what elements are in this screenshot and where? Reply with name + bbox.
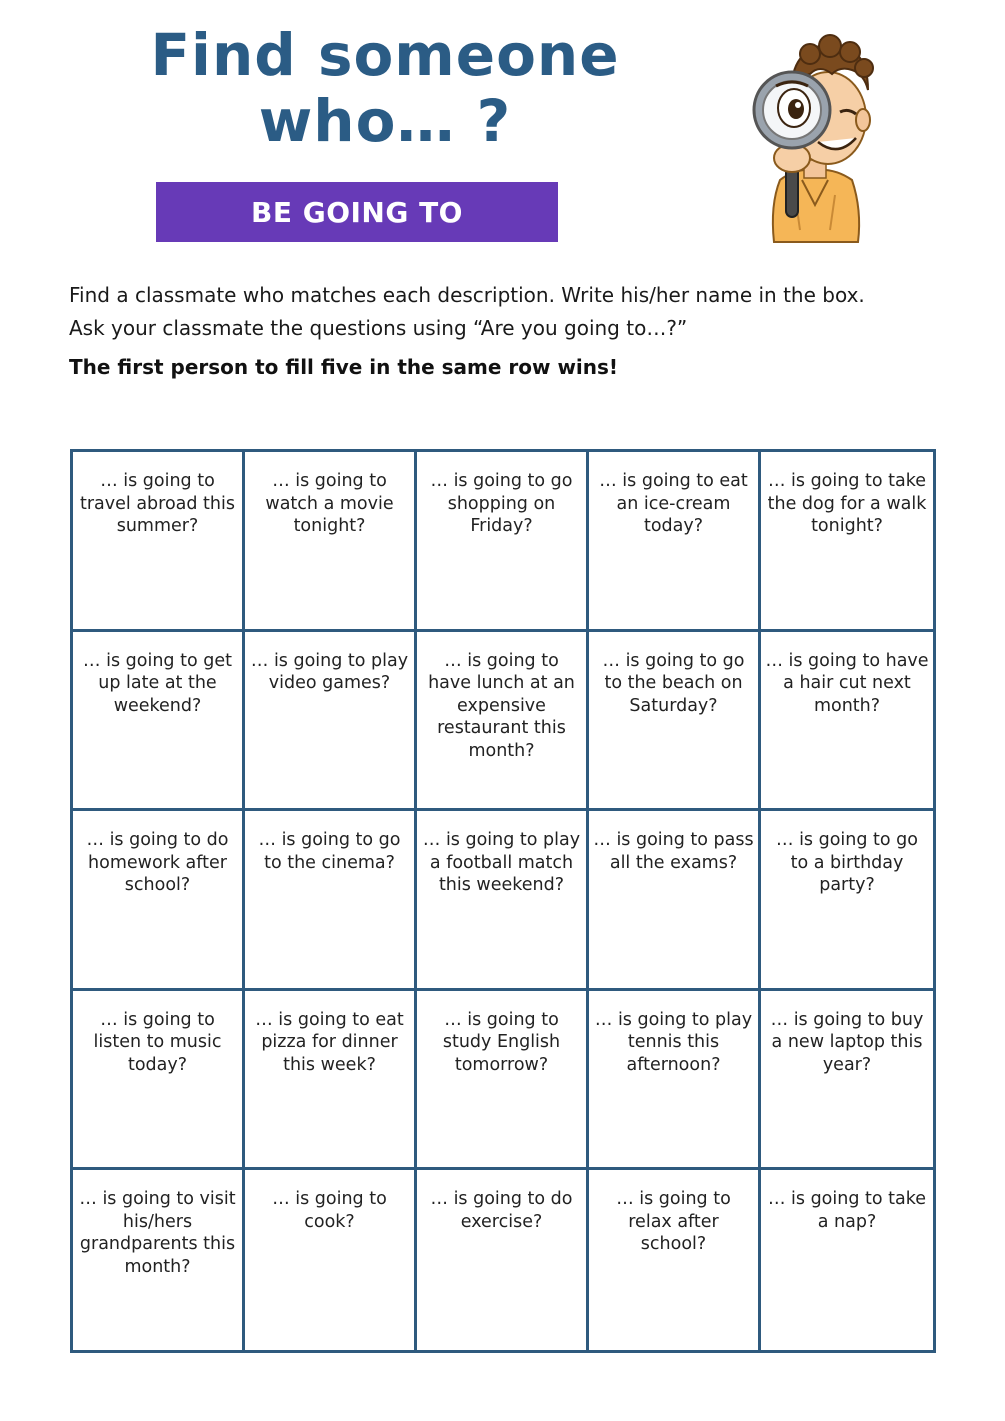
- grid-cell[interactable]: … is going to eat an ice-cream today?: [589, 452, 761, 632]
- grid-cell[interactable]: … is going to go to the cinema?: [245, 811, 417, 991]
- grid-cell[interactable]: … is going to relax after school?: [589, 1170, 761, 1350]
- grid-cell[interactable]: … is going to do exercise?: [417, 1170, 589, 1350]
- instruction-line-1: Find a classmate who matches each description. Write his/her name in the box.: [69, 283, 865, 307]
- grid-cell[interactable]: … is going to watch a movie tonight?: [245, 452, 417, 632]
- grid-cell[interactable]: … is going to take a nap?: [767, 1189, 927, 1232]
- bingo-grid: [70, 449, 936, 1353]
- detective-boy-magnifying-glass-icon: [740, 30, 880, 245]
- grid-cell[interactable]: … is going to go to the beach on Saturday?: [589, 632, 761, 812]
- page-title: [150, 22, 620, 154]
- winning-rule: The first person to fill five in the same row wins!: [69, 355, 619, 379]
- subtitle-text: BE GOING TO: [251, 195, 463, 229]
- grid-cell[interactable]: … is going to go shopping on Friday?: [417, 452, 589, 632]
- grid-cell[interactable]: … is going to play a football match this weekend?: [417, 811, 589, 991]
- grid-cell[interactable]: … is going to eat pizza for dinner this week?: [245, 991, 417, 1171]
- subtitle-banner: [156, 182, 558, 242]
- grid-cell[interactable]: … is going to study English tomorrow?: [417, 991, 589, 1171]
- grid-cell[interactable]: … is going to play tennis this afternoon?: [589, 991, 761, 1171]
- grid-cell[interactable]: … is going to pass all the exams?: [589, 811, 761, 991]
- grid-cell[interactable]: … is going to buy a new laptop this year?: [761, 991, 933, 1171]
- instructions: [69, 279, 949, 345]
- instruction-line-2: Ask your classmate the questions using “Are you going to…?”: [69, 316, 688, 340]
- grid-cell[interactable]: … is going to go to a birthday party?: [761, 811, 933, 991]
- grid-cell[interactable]: … is going to play video games?: [245, 632, 417, 812]
- grid-cell[interactable]: … is going to take the dog for a walk tonight?: [761, 452, 933, 632]
- grid-cell[interactable]: … is going to visit his/hers grandparents this month?: [73, 1170, 245, 1350]
- title-line-1: Find someone: [150, 21, 620, 89]
- title-line-2: who… ?: [258, 87, 512, 155]
- grid-cell[interactable]: … is going to get up late at the weekend?: [73, 632, 245, 812]
- grid-cell[interactable]: … is going to do homework after school?: [73, 811, 245, 991]
- grid-cell[interactable]: … is going to listen to music today?: [73, 991, 245, 1171]
- grid-cell[interactable]: … is going to have a hair cut next month?: [761, 632, 933, 812]
- grid-cell[interactable]: … is going to have lunch at an expensive restaurant this month?: [417, 632, 589, 812]
- grid-cell[interactable]: … is going to cook?: [245, 1170, 417, 1350]
- grid-cell[interactable]: … is going to travel abroad this summer?: [73, 452, 245, 632]
